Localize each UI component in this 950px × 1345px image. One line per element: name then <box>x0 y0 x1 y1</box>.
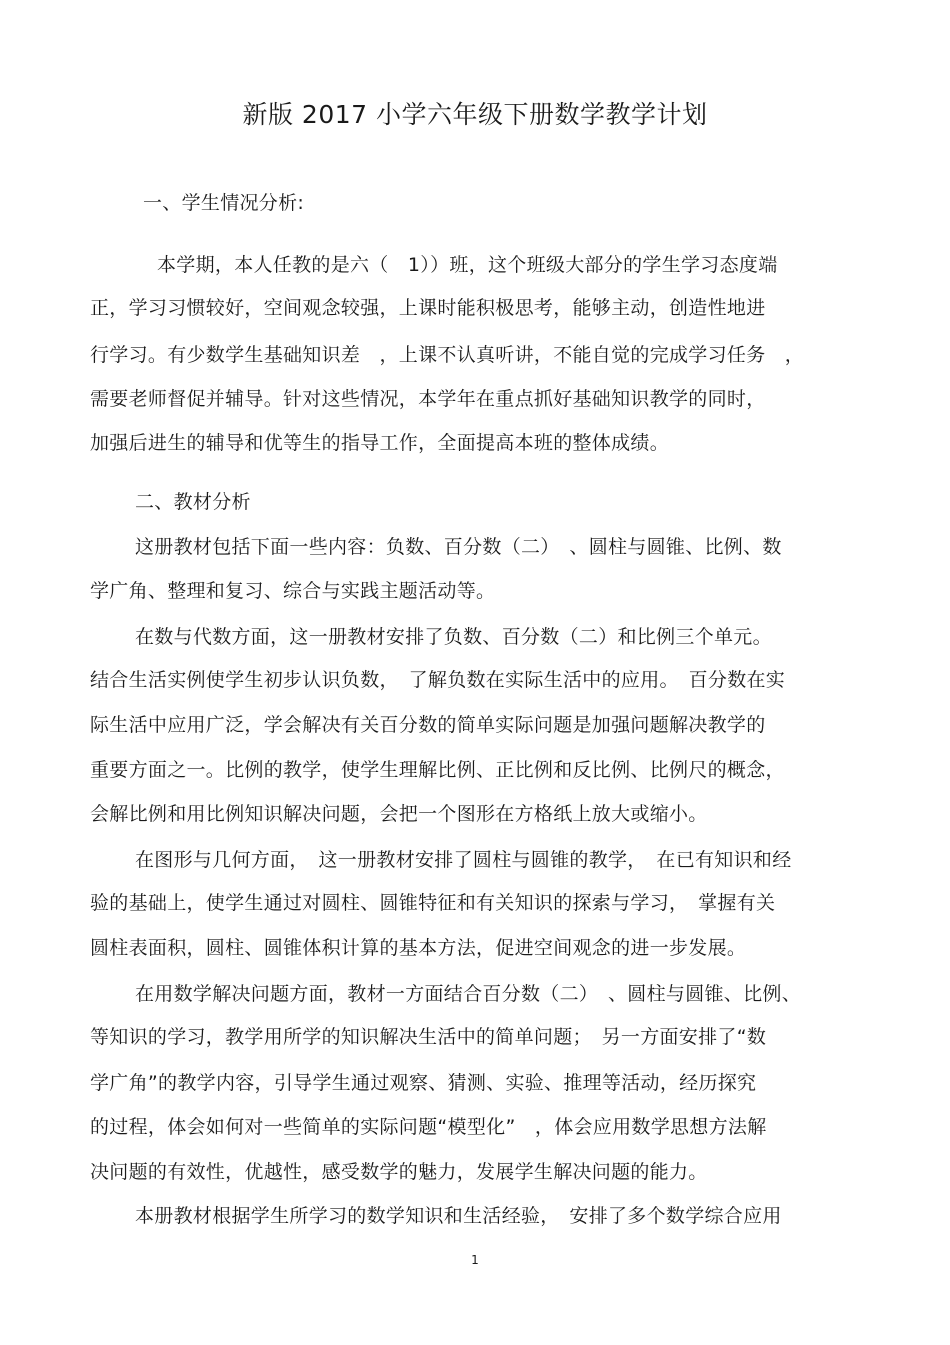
body-line: 决问题的有效性，优越性，感受数学的魅力，发展学生解决问题的能力。 <box>90 1161 708 1183</box>
body-line: 本学期，本人任教的是六（ 1））班，这个班级大部分的学生学习态度端 <box>157 254 778 276</box>
body-line: 本册教材根据学生所学习的数学知识和生活经验， 安排了多个数学综合应用 <box>135 1205 782 1227</box>
document-title: 新版 2017 小学六年级下册数学教学计划 <box>242 100 708 129</box>
body-line: 的过程，体会如何对一些简单的实际问题“模型化” ，体会应用数学思想方法解 <box>90 1116 767 1138</box>
body-line: 在数与代数方面，这一册教材安排了负数、百分数（二）和比例三个单元。 <box>135 626 772 648</box>
body-line: 重要方面之一。比例的教学，使学生理解比例、正比例和反比例、比例尺的概念， <box>90 759 785 781</box>
section-heading-student-analysis: 一、学生情况分析: <box>143 192 305 214</box>
body-line: 在图形与几何方面， 这一册教材安排了圆柱与圆锥的教学， 在已有知识和经 <box>135 849 792 871</box>
body-line: 学广角”的教学内容，引导学生通过观察、猜测、实验、推理等活动，经历探究 <box>90 1072 757 1094</box>
page-number: 1 <box>471 1253 479 1267</box>
body-line: 行学习。有少数学生基础知识差 ，上课不认真听讲，不能自觉的完成学习任务 ， <box>90 344 805 366</box>
body-line: 会解比例和用比例知识解决问题，会把一个图形在方格纸上放大或缩小。 <box>90 803 708 825</box>
body-line: 加强后进生的辅导和优等生的指导工作，全面提高本班的整体成绩。 <box>90 432 670 454</box>
body-line: 在用数学解决问题方面，教材一方面结合百分数（二） 、圆柱与圆锥、比例、 <box>135 983 802 1005</box>
body-line: 验的基础上，使学生通过对圆柱、圆锥特征和有关知识的探索与学习， 掌握有关 <box>90 892 776 914</box>
body-line: 学广角、整理和复习、综合与实践主题活动等。 <box>90 580 496 602</box>
body-line: 正，学习习惯较好，空间观念较强，上课时能积极思考，能够主动，创造性地进 <box>90 297 766 319</box>
body-line: 这册教材包括下面一些内容：负数、百分数（二） 、圆柱与圆锥、比例、数 <box>135 536 782 558</box>
body-line: 际生活中应用广泛，学会解决有关百分数的简单实际问题是加强问题解决教学的 <box>90 714 766 736</box>
body-line: 结合生活实例使学生初步认识负数， 了解负数在实际生活中的应用。 百分数在实 <box>90 669 786 691</box>
section-heading-textbook-analysis: 二、教材分析 <box>135 491 251 513</box>
body-line: 等知识的学习，教学用所学的知识解决生活中的简单问题； 另一方面安排了“数 <box>90 1026 767 1048</box>
body-line: 需要老师督促并辅导。针对这些情况，本学年在重点抓好基础知识教学的同时， <box>90 388 766 410</box>
body-line: 圆柱表面积，圆柱、圆锥体积计算的基本方法，促进空间观念的进一步发展。 <box>90 937 747 959</box>
